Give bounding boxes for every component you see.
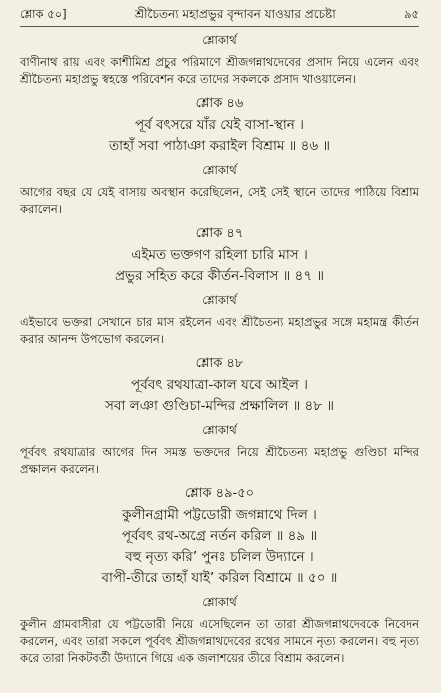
translation-heading: শ্লোকার্থ [202, 423, 237, 437]
verse-line: বহু নৃত্য করি’ পুনঃ চলিল উদ্যানে । [125, 549, 314, 565]
verse-text [20, 115, 419, 157]
paragraph-line: আগের বছর যে যেই বাসায় অবস্থান করেছিলেন, সেই সেই স্থানে তাদের পাঠিয়ে [20, 185, 387, 199]
paragraph-line: বিশ্রাম করালেন। [20, 185, 420, 216]
paragraph-line: বাণীনাথ রায় এবং কাশীমিশ্র প্রচুর পরিমাণে শ্রীজগন্নাথদেবের প্রসাদ নিয়ে এলেন এবং [20, 55, 419, 69]
header-chapter-title: শ্রীচৈতন্য মহাপ্রভুর বৃন্দাবন যাওয়ার প্রচেষ্টা [134, 7, 336, 21]
verse-line: তাহাঁ সবা পাঠাঞা করাইল বিশ্রাম ॥ ৪৬ ॥ [108, 138, 331, 154]
paragraph-line: করার আনন্দ উপভোগ করলেন। [20, 332, 164, 346]
paragraph-line: শ্রীচৈতন্য মহাপ্রভু স্বহস্তে পরিবেশন করে তাদের সকলকে প্রসাদ খাওয়ালেন। [20, 72, 357, 86]
paragraph-line: করলেন, এবং তারা সকলে পূর্ববৎ শ্রীজগন্নাথদেবের রথের সামনে নৃত্য করলেন। বহু [20, 634, 397, 648]
paragraph-line: পূর্ববৎ রথযাত্রার আগের দিন সমস্ত ভক্তদের নিয়ে শ্রীচৈতন্য মহাপ্রভু গুণ্ডিচা মন্দির [20, 445, 419, 459]
verse-line: প্রভুর সহিত করে কীর্তন-বিলাস ॥ ৪৭ ॥ [114, 268, 325, 284]
verse-line: পূর্ববৎ রথ-অগ্রে নর্তন করিল ॥ ৪৯ ॥ [121, 528, 318, 544]
translation-heading: শ্লোকার্থ [202, 293, 237, 307]
page-number: ৯৫ [404, 7, 419, 21]
verse-line: কুলীনগ্রামী পট্টডোরী জগন্নাথে দিল । [122, 507, 317, 523]
verse-number: শ্লোক ৪৯-৫০ [184, 486, 255, 501]
running-header [20, 6, 419, 27]
paragraph-line: নৃত্য করে তারা নিকটবর্তী উদ্যানে গিয়ে এক জলাশয়ের তীরে বিশ্রাম করলেন। [20, 634, 419, 665]
verse-line: এইমত ভক্তগণ রহিলা চারি মাস । [131, 247, 308, 263]
translation-paragraph [20, 314, 419, 348]
verse-line: সবা লঞা গুণ্ডিচা-মন্দির প্রক্ষালিল ॥ ৪৮ ॥ [105, 398, 334, 414]
paragraph-line: প্রক্ষালন করলেন। [20, 462, 99, 476]
page-content [20, 32, 419, 667]
verse-line: বাপী-তীরে তাহাঁ যাই’ করিল বিশ্রামে ॥ ৫০ ॥ [101, 570, 338, 586]
translation-paragraph [20, 444, 419, 478]
verse-text [20, 245, 419, 287]
header-verse-ref: শ্লোক ৫০] [20, 7, 67, 21]
verse-number: শ্লোক ৪৬ [195, 96, 244, 111]
paragraph-line: কুলীন গ্রামবাসীরা যে পট্টডোরী নিয়ে এসেছিলেন তা তারা শ্রীজগন্নাথদেবকে নিবেদন [20, 617, 419, 631]
verse-number: শ্লোক ৪৮ [195, 356, 244, 371]
paragraph-line: এইভাবে ভক্তরা সেখানে চার মাস রইলেন এবং শ্রীচৈতন্য মহাপ্রভুর সঙ্গে মহামন্ত্র কীর্তন [20, 315, 419, 329]
verse-text [20, 375, 419, 417]
translation-paragraph [20, 616, 419, 667]
translation-paragraph [20, 184, 419, 218]
translation-heading: শ্লোকার্থ [202, 163, 237, 177]
verse-line: পূর্ববৎ রথযাত্রা-কাল যবে আইল । [131, 377, 308, 393]
translation-paragraph [20, 54, 419, 88]
verse-line: পূর্ব বৎসরে যাঁর যেই বাসা-স্থান । [135, 117, 304, 133]
translation-heading: শ্লোকার্থ [202, 595, 237, 609]
translation-heading: শ্লোকার্থ [202, 33, 237, 47]
verse-number: শ্লোক ৪৭ [195, 226, 244, 241]
verse-text [20, 505, 419, 589]
